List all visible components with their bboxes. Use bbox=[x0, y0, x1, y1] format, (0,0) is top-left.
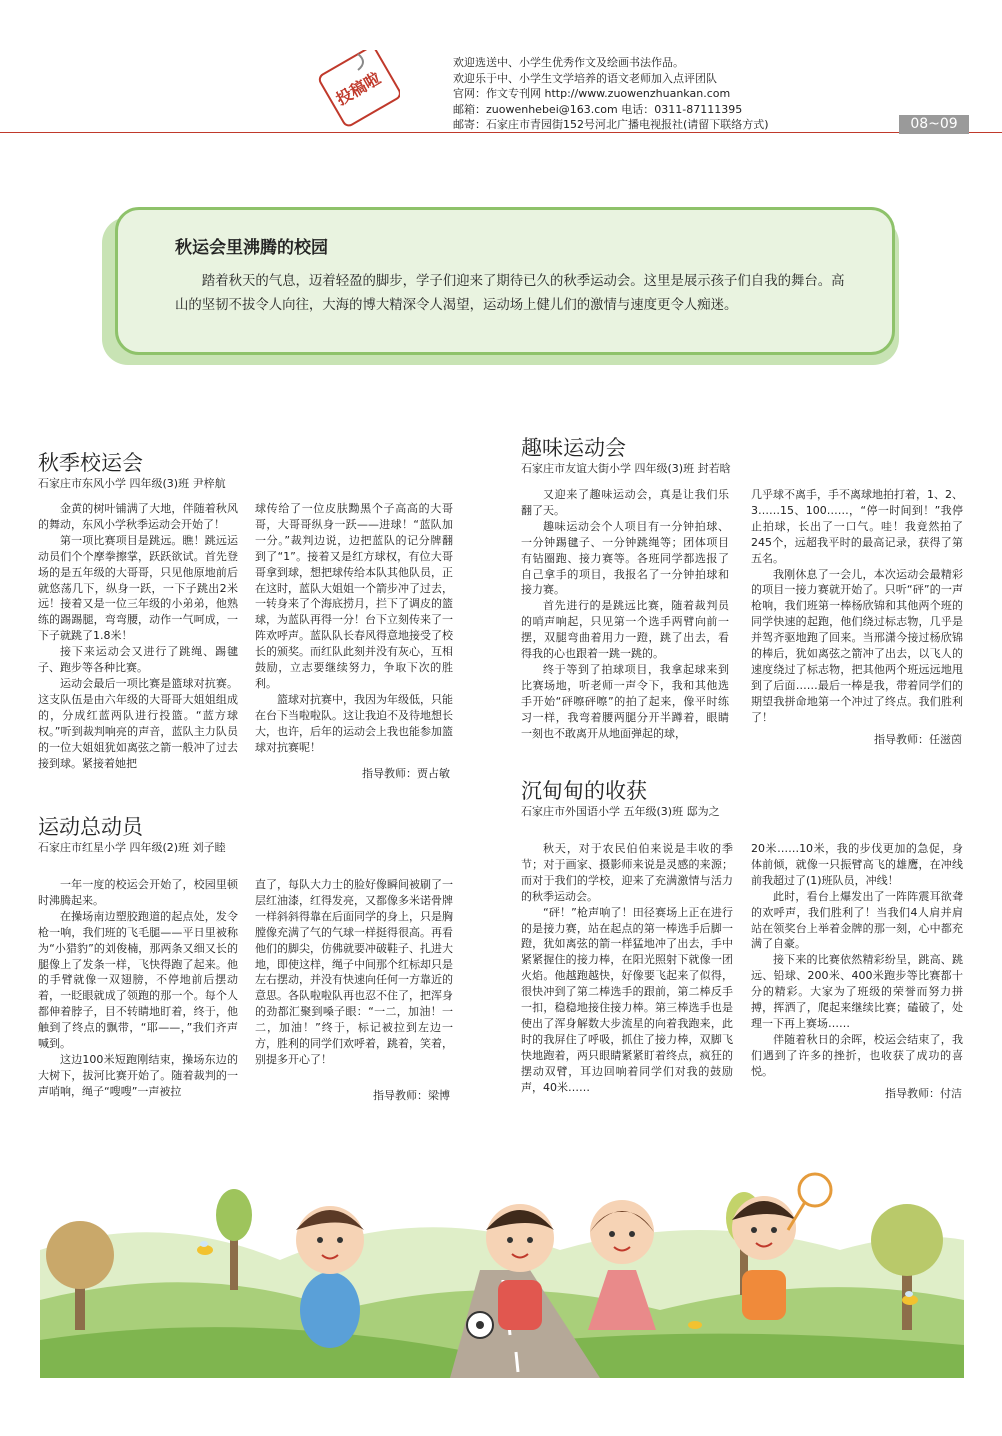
header-line-3: 官网：作文专刊网 http://www.zuowenzhuankan.com bbox=[453, 87, 731, 101]
paragraph: 此时，看台上爆发出了一阵阵震耳欲聋的欢呼声，我们胜利了！当我们4人肩并肩站在领奖台上举着金牌的那一刻，心中都充满了自豪。 bbox=[751, 889, 963, 951]
article-byline: 石家庄市红星小学 四年级(2)班 刘子睦 bbox=[38, 841, 226, 854]
article-column bbox=[38, 501, 238, 771]
article-title: 运动总动员 bbox=[38, 815, 143, 839]
article-title: 趣味运动会 bbox=[521, 436, 626, 460]
paragraph: 终于等到了拍球项目，我拿起球来到比赛场地，听老师一声令下，我和其他选手开始“砰嚓砰嚓”的拍了起来，像平时练习一样，我弯着腰两腿分开半蹲着，眼睛一刻也不敢离开从地面弹起的球， bbox=[521, 662, 729, 740]
header-line-4: 邮箱：zuowenhebei@163.com 电话：0311-87111395 bbox=[453, 102, 743, 116]
page-header bbox=[0, 0, 1002, 140]
page-number: 08~09 bbox=[899, 115, 969, 134]
article-column bbox=[521, 841, 733, 1096]
header-line-1: 欢迎选送中、小学生优秀作文及绘画书法作品。 bbox=[453, 56, 684, 69]
paragraph: 几乎球不离手，手不离球地拍打着，1、2、3……15、100……，“停一时间到！”我停止拍球，长出了一口气。哇！我竟然拍了245个，远超我平时的最高记录，获得了第五名。 bbox=[751, 488, 963, 565]
paragraph: 在操场南边塑胶跑道的起点处，发令枪一响，我们班的飞毛腿——平日里被称为“小猎豹”的刘俊楠，那两条又细又长的腿像上了发条一样，飞快得跑了起来。他的手臂就像一双翅膀，不停地前后摆动着，一眨眼就成了领跑的那一个。每个人都伸着脖子，目不转睛地盯着，终于，他触到了终点的飘带，“耶——，”我们齐声喊到。 bbox=[38, 909, 238, 1051]
paragraph: 20米……10米，我的步伐更加的急促，身体前倾，就像一只振臂高飞的雄鹰，在冲线前我超过了(1)班队员，冲线！ bbox=[751, 842, 963, 887]
paragraph: 秋天，对于农民伯伯来说是丰收的季节；对于画家、摄影师来说是灵感的来源；而对于我们的学校，迎来了充满激情与活力的秋季运动会。 bbox=[521, 842, 733, 903]
paragraph: 球传给了一位皮肤黝黑个子高高的大哥哥，大哥哥纵身一跃——进球！“蓝队加一分。”裁判边说，边把蓝队的记分牌翻到了“1”。接着又是红方球权，有位大哥哥拿到球，想把球传给本队其他队员，正在这时，蓝队大姐姐一个箭步冲了过去，一转身来了个海底捞月，拦下了调皮的篮球，为蓝队再得一分！台下立刻传来了一阵欢呼声。蓝队队长春风得意地接受了校长的颁奖。而红队此刻并没有灰心，互相鼓励，立志要继续努力，争取下次的胜利。 bbox=[255, 502, 453, 690]
intro-title: 秋运会里沸腾的校园 bbox=[175, 238, 328, 258]
article-column bbox=[255, 501, 453, 756]
soccer-ball-icon bbox=[467, 1312, 493, 1338]
paragraph: 接下来的比赛依然精彩纷呈，跳高、跳远、铅球、200米、400米跑步等比赛都十分的精彩。大家为了班级的荣誉而努力拼搏，挥洒了，爬起来继续比赛；磕破了，处理一下再上赛场…… bbox=[751, 953, 963, 1030]
paragraph: 伴随着秋日的余晖，校运会结束了，我们遇到了许多的挫折，也收获了成功的喜悦。 bbox=[751, 1032, 963, 1078]
teacher-credit: 指导教师：付洁 bbox=[885, 1087, 962, 1100]
stamp-text: 投稿啦 bbox=[332, 68, 384, 109]
sports-children-illustration bbox=[40, 1120, 964, 1378]
paragraph: 又迎来了趣味运动会，真是让我们乐翻了天。 bbox=[521, 488, 729, 517]
submission-stamp-icon bbox=[318, 50, 400, 128]
article-column bbox=[38, 877, 238, 1100]
teacher-credit: 指导教师：梁博 bbox=[373, 1089, 450, 1102]
header-line-2: 欢迎乐于中、小学生文学培养的语文老师加入点评团队 bbox=[453, 71, 717, 85]
article-byline: 石家庄市外国语小学 五年级(3)班 邸为之 bbox=[521, 805, 720, 818]
teacher-credit: 指导教师：任滋茵 bbox=[874, 733, 962, 746]
article-title: 沉甸甸的收获 bbox=[521, 779, 647, 803]
article-column bbox=[255, 877, 453, 1068]
article-byline: 石家庄市东风小学 四年级(3)班 尹梓航 bbox=[38, 477, 226, 490]
header-line-5: 邮寄：石家庄市青园街152号河北广播电视报社(请留下联络方式) bbox=[453, 118, 769, 132]
header-divider bbox=[0, 132, 1002, 133]
bee-icon bbox=[688, 1321, 702, 1329]
paragraph: “砰！”枪声响了！田径赛场上正在进行的是接力赛，站在起点的第一棒选手后脚一蹬，犹如离弦的箭一样猛地冲了出去，手中紧紧握住的接力棒，在阳光照射下就像一团火焰。他越跑越快，好像要飞起来了似得，很快冲到了第二棒选手的跟前，第二棒反手一扣，稳稳地接住接力棒。第三棒选手也是使出了浑身解数大步流星的向着我跑来，此时的我屏住了呼吸，抓住了接力棒，双脚飞快地跑着，两只眼睛紧紧盯着终点，疯狂的摆动双臂，耳边回响着同学们对我的鼓励声，40米…… bbox=[521, 905, 733, 1094]
paragraph: 趣味运动会个人项目有一分钟拍球、一分钟踢毽子、一分钟跳绳等；团体项目有钻圈跑、接力赛等。各班同学都选报了自己拿手的项目，我报名了一分钟拍球和接力赛。 bbox=[521, 519, 729, 597]
paragraph: 运动会最后一项比赛是篮球对抗赛。这支队伍是由六年级的大哥哥大姐姐组成的，分成红蓝两队进行投篮。“蓝方球权。”听到裁判响亮的声音，蓝队主力队员的一位大姐姐犹如离弦之箭一般冲了过去接到球。紧接着她把 bbox=[38, 676, 238, 770]
paragraph: 首先进行的是跳远比赛，随着裁判员的哨声响起，只见第一个选手两臂向前一摆，双腿弯曲着用力一蹬，跳了出去，看得我的心也跟着一跳一跳的。 bbox=[521, 599, 729, 661]
article-column bbox=[751, 841, 963, 1080]
paragraph: 一年一度的校运会开始了，校园里顿时沸腾起来。 bbox=[38, 878, 238, 907]
paragraph: 金黄的树叶铺满了大地，伴随着秋风的舞动，东风小学秋季运动会开始了！ bbox=[38, 502, 238, 531]
paragraph: 篮球对抗赛中，我因为年级低，只能在台下当啦啦队。这让我迫不及待地想长大，也许，后年的运动会上我也能参加篮球对抗赛呢！ bbox=[255, 692, 453, 754]
article-column bbox=[751, 487, 963, 726]
paragraph: 直了，每队大力士的脸好像瞬间被刷了一层红油漆，红得发亮，又都像多米诺骨牌一样斜斜得靠在后面同学的身上，只是胸膛像充满了气的气球一样挺得很高。再看他们的脚尖，仿佛就要冲破鞋子、扎进大地，即使这样，绳子中间那个红标却只是左右摆动，并没有快速向任何一方靠近的意思。各队啦啦队再也忍不住了，把浑身的劲都汇聚到嗓子眼：“一二，加油！一二，加油！”终于，标记被拉到左边一方，胜利的同学们欢呼着，跳着，笑着，别提多开心了！ bbox=[255, 878, 453, 1066]
paragraph: 这边100米短跑刚结束，操场东边的大树下，拔河比赛开始了。随着裁判的一声哨响，绳子“嗖嗖”一声被拉 bbox=[38, 1052, 238, 1098]
paragraph: 接下来运动会又进行了跳绳、踢毽子、跑步等各种比赛。 bbox=[38, 645, 238, 675]
article-byline: 石家庄市友谊大街小学 四年级(3)班 封若晗 bbox=[521, 462, 731, 475]
article-column bbox=[521, 487, 729, 742]
article-title: 秋季校运会 bbox=[38, 451, 143, 475]
paragraph: 我刚休息了一会儿，本次运动会最精彩的项目一接力赛就开始了。只听“砰”的一声枪响，我们班第一棒杨欣锦和其他两个班的同学快速的起跑，他们绕过标志物，几乎是并驾齐驱地跑了回来。当邢潇今接过杨欣锦的棒后，犹如离弦之箭冲了出去，以飞人的速度绕过了标志物，把其他两个班远远地甩到了后面……最后一棒是我，带着同学们的期望我拼命地第一个冲过了终点。我们胜利了！ bbox=[751, 567, 963, 724]
teacher-credit: 指导教师：贾占敏 bbox=[362, 767, 450, 780]
intro-text: 踏着秋天的气息，迈着轻盈的脚步，学子们迎来了期待已久的秋季运动会。这里是展示孩子们自我的舞台。高山的坚韧不拔令人向往，大海的博大精深令人渴望，运动场上健儿们的激情与速度更令人痴迷。 bbox=[175, 274, 845, 313]
paragraph: 第一项比赛项目是跳远。瞧！跳远运动员们个个摩拳擦掌，跃跃欲试。首先登场的是五年级的大哥哥，只见他原地前后就悠荡几下，纵身一跃，一下子跳出2米远！接着又是一位三年级的小弟弟，他熟练的踢踢腿，弯弯腰，动作一气呵成，一下子就跳了1.8米！ bbox=[38, 533, 238, 643]
contact-info bbox=[453, 55, 769, 133]
